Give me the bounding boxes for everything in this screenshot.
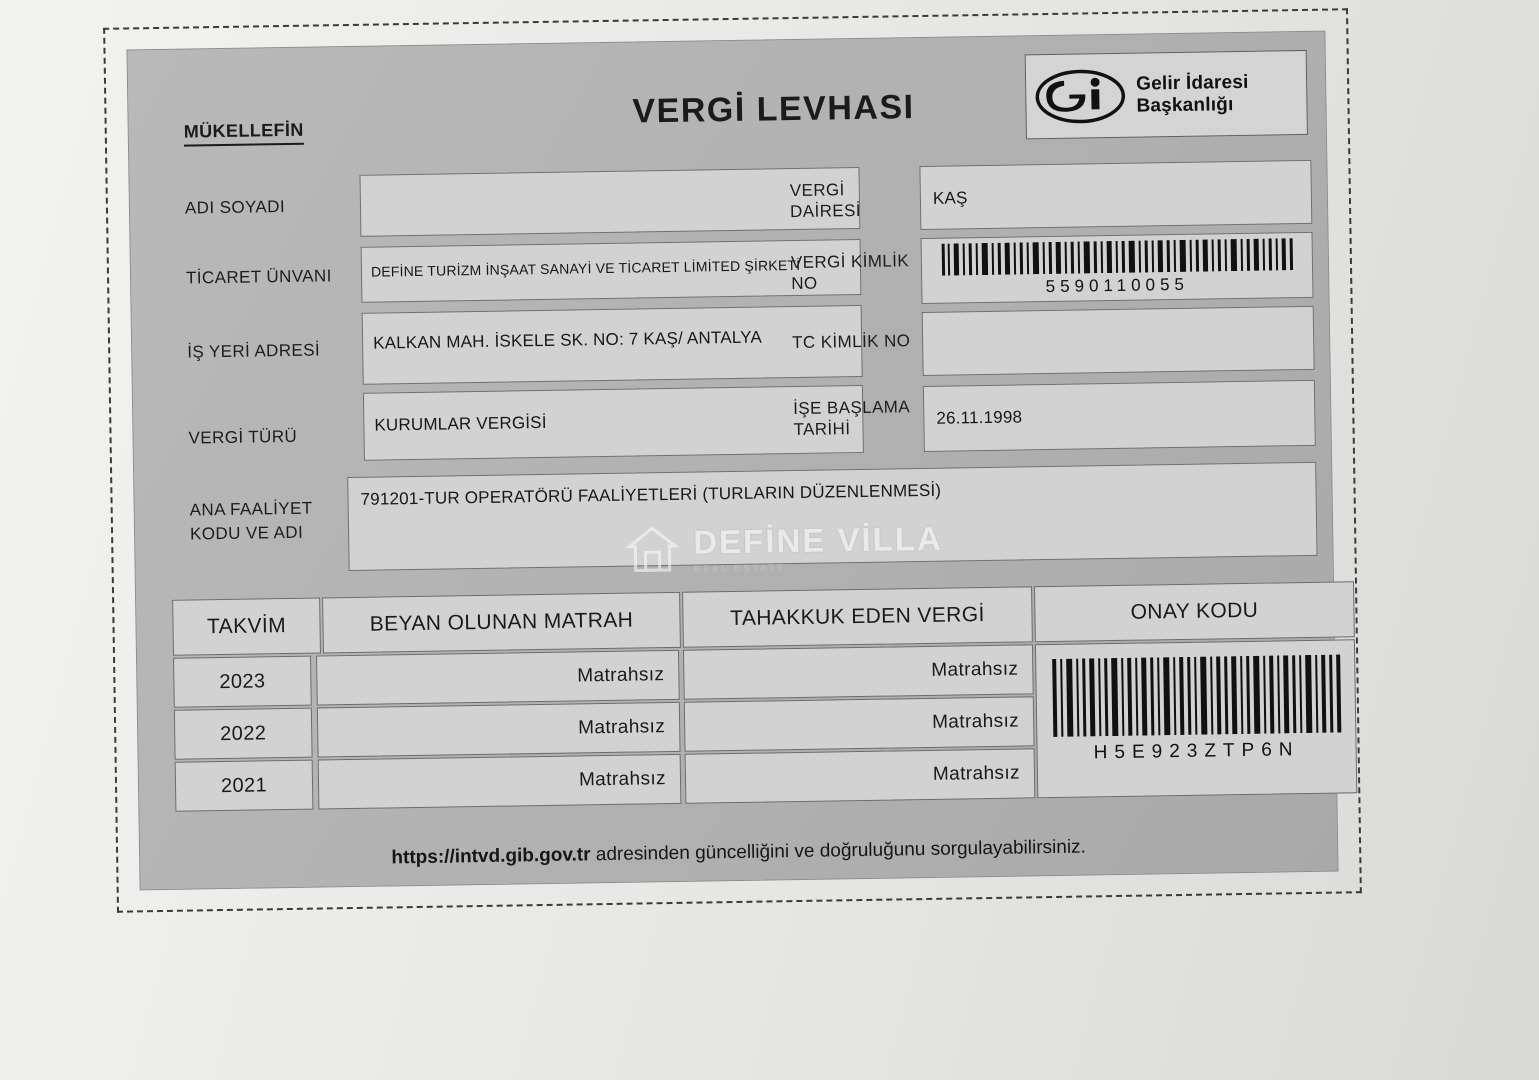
certificate-panel — [126, 31, 1338, 891]
agency-name — [1136, 72, 1249, 117]
table-row: 2022 — [174, 708, 313, 760]
footer-url[interactable]: https://intvd.gib.gov.tr — [391, 844, 591, 869]
field-vergi-turu[interactable] — [363, 385, 864, 461]
agency-name-line2: Başkanlığı — [1136, 93, 1234, 117]
value-vergi-dairesi: KAŞ — [932, 188, 968, 208]
table-header-matrah: BEYAN OLUNAN MATRAH — [322, 592, 681, 654]
approval-code-text: H5E923ZTP6N — [1093, 739, 1300, 764]
table-header-takvim: TAKVİM — [172, 597, 321, 655]
agency-logo-box — [1025, 50, 1308, 139]
field-tc-kimlik-no[interactable] — [922, 306, 1315, 376]
table-row: Matrahsız — [683, 644, 1034, 699]
tax-certificate-document — [103, 8, 1362, 912]
table-row: Matrahsız — [685, 748, 1036, 803]
table-row: 2021 — [175, 760, 314, 812]
table-header-vergi: TAHAKKUK EDEN VERGİ — [682, 586, 1033, 647]
value-ana-faaliyet: 791201-TUR OPERATÖRÜ FAALİYETLERİ (TURLARIN DÜZENLENMESİ) — [360, 480, 942, 509]
table-row: Matrahsız — [316, 650, 680, 706]
table-header-onay-kodu: ONAY KODU — [1034, 581, 1355, 642]
field-adi-soyadi[interactable] — [359, 167, 860, 237]
label-vergi-kimlik-no — [791, 250, 912, 294]
value-ise-baslama-tarihi: 26.11.1998 — [936, 407, 1023, 428]
label-vergi-dairesi — [790, 178, 911, 222]
vkn-barcode-icon — [940, 238, 1296, 276]
field-ana-faaliyet[interactable] — [347, 462, 1317, 571]
declaration-table — [172, 582, 1318, 815]
label-adi-soyadi: ADI SOYADI — [184, 196, 286, 218]
field-ise-baslama-tarihi[interactable] — [923, 380, 1316, 452]
field-vergi-kimlik-no[interactable] — [921, 232, 1314, 304]
label-ise-baslama-tarihi-text: İŞE BAŞLAMA TARİHİ — [793, 397, 910, 440]
gib-logo-icon — [1034, 64, 1127, 127]
footer-text: adresinden güncelliğini ve doğruluğunu sorgulayabilirsiniz. — [590, 836, 1087, 866]
label-ana-faaliyet-line2: KODU VE ADI — [189, 522, 304, 544]
label-ise-baslama-tarihi — [793, 396, 914, 440]
label-is-yeri-adresi: İŞ YERİ ADRESİ — [187, 340, 321, 362]
label-ana-faaliyet-line1: ANA FAALİYET — [189, 498, 313, 520]
watermark-text: DEFİNE VİLLA — [692, 519, 944, 561]
approval-barcode-icon — [1050, 654, 1343, 737]
table-row: Matrahsız — [318, 754, 682, 810]
value-vergi-kimlik-no: 5590110055 — [1045, 274, 1190, 297]
table-row: 2023 — [173, 656, 312, 708]
value-ticaret-unvani: DEFİNE TURİZM İNŞAAT SANAYİ VE TİCARET LİMİTED ŞİRKETİ — [370, 256, 801, 280]
section-label-taxpayer: MÜKELLEFİN — [184, 120, 304, 147]
label-vergi-dairesi-text: VERGİ DAİRESİ — [789, 180, 862, 222]
agency-name-line1: Gelir İdaresi — [1135, 71, 1249, 95]
label-vergi-kimlik-no-text: VERGİ KİMLİK NO — [790, 251, 910, 294]
value-is-yeri-adresi: KALKAN MAH. İSKELE SK. NO: 7 KAŞ/ ANTALYA — [372, 327, 763, 353]
field-vergi-dairesi[interactable] — [919, 160, 1312, 230]
label-ticaret-unvani: TİCARET ÜNVANI — [185, 266, 332, 288]
approval-code-cell — [1035, 639, 1357, 798]
watermark-subtext: REAL ESTATE — [693, 562, 787, 574]
table-row: Matrahsız — [317, 702, 681, 758]
table-row: Matrahsız — [684, 696, 1035, 751]
value-vergi-turu: KURUMLAR VERGİSİ — [374, 412, 547, 435]
footer-note — [140, 833, 1337, 874]
label-vergi-turu: VERGİ TÜRÜ — [188, 426, 298, 448]
field-ticaret-unvani[interactable] — [361, 239, 862, 303]
page-title: VERGİ LEVHASI — [632, 88, 915, 131]
label-tc-kimlik-no: TC KİMLİK NO — [792, 331, 911, 353]
field-is-yeri-adresi[interactable] — [362, 305, 863, 385]
